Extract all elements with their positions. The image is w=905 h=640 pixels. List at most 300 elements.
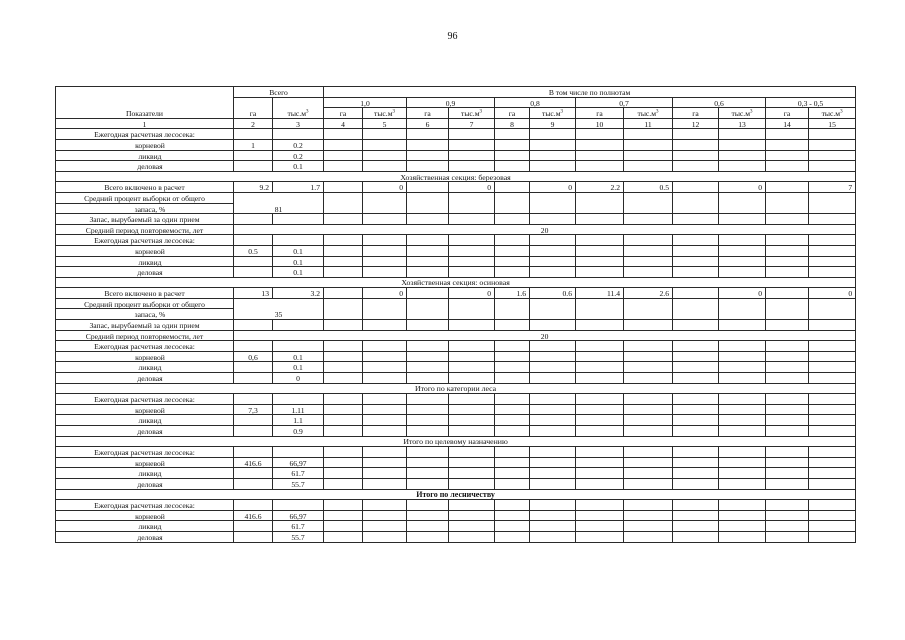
table-cell — [495, 478, 530, 489]
business-row — [56, 478, 856, 489]
avg-pct-row — [56, 298, 856, 309]
table-cell — [719, 256, 766, 267]
table-cell — [624, 373, 673, 384]
table-cell — [809, 341, 856, 352]
row-label: запаса, % — [56, 203, 234, 214]
section-title: Хозяйственная секция: березовая — [56, 171, 856, 182]
table-cell — [624, 161, 673, 172]
section-title-row — [56, 489, 856, 500]
table-cell — [809, 373, 856, 384]
table-cell — [624, 129, 673, 140]
total-m3-header: $тыс.м^3$ — [273, 97, 324, 118]
table-cell — [719, 457, 766, 468]
table-cell — [407, 478, 449, 489]
row-label: ликвид — [56, 256, 234, 267]
table-cell — [673, 404, 719, 415]
table-cell — [766, 478, 809, 489]
table-cell — [324, 415, 363, 426]
density-header: 0,6 — [673, 97, 766, 108]
row-label: Средний период повторяемости, лет — [56, 224, 234, 235]
table-cell — [495, 362, 530, 373]
table-cell — [495, 510, 530, 521]
table-cell — [766, 245, 809, 256]
unit-ha-header: га — [495, 108, 530, 119]
table-cell — [273, 394, 324, 405]
table-cell — [324, 521, 363, 532]
table-cell — [449, 139, 495, 150]
table-cell — [407, 404, 449, 415]
table-cell: 55.7 — [273, 531, 324, 542]
liquid-row — [56, 415, 856, 426]
table-cell — [363, 351, 407, 362]
table-cell — [495, 447, 530, 458]
table-cell — [809, 531, 856, 542]
density-header: 0,8 — [495, 97, 576, 108]
annual-cut-row — [56, 341, 856, 352]
row-label: Запас, вырубаемый за один прием — [56, 214, 234, 225]
table-cell — [673, 373, 719, 384]
table-cell — [624, 192, 673, 213]
table-cell — [576, 521, 624, 532]
table-cell — [766, 521, 809, 532]
table-cell: 13 — [234, 288, 273, 299]
table-cell — [495, 351, 530, 362]
table-cell — [407, 320, 449, 331]
table-cell — [363, 394, 407, 405]
table-cell — [673, 192, 719, 213]
annual-cut-row — [56, 394, 856, 405]
table-cell — [766, 426, 809, 437]
root-row — [56, 457, 856, 468]
table-cell — [363, 341, 407, 352]
table-cell — [363, 245, 407, 256]
table-cell: 1.6 — [495, 288, 530, 299]
table-cell — [719, 531, 766, 542]
table-cell — [766, 468, 809, 479]
table-cell — [495, 404, 530, 415]
business-row — [56, 373, 856, 384]
table-cell — [766, 235, 809, 246]
table-cell — [624, 447, 673, 458]
table-cell — [449, 415, 495, 426]
table-cell — [576, 373, 624, 384]
table-cell — [324, 288, 363, 299]
column-number: 9 — [530, 118, 576, 129]
row-label: ликвид — [56, 468, 234, 479]
table-cell — [766, 288, 809, 299]
row-label: деловая — [56, 478, 234, 489]
row-label: запаса, % — [56, 309, 234, 320]
table-cell — [449, 298, 495, 319]
table-cell — [407, 447, 449, 458]
table-cell — [576, 468, 624, 479]
table-cell — [234, 415, 273, 426]
column-number: 10 — [576, 118, 624, 129]
table-cell — [234, 394, 273, 405]
column-number: 1 — [56, 118, 234, 129]
table-cell — [809, 235, 856, 246]
table-cell — [766, 256, 809, 267]
table-cell — [624, 214, 673, 225]
table-cell — [576, 150, 624, 161]
table-cell — [530, 447, 576, 458]
table-cell: 7,3 — [234, 404, 273, 415]
table-cell — [624, 404, 673, 415]
table-cell — [363, 362, 407, 373]
table-cell: 0.1 — [273, 351, 324, 362]
table-cell — [407, 373, 449, 384]
table-cell — [324, 373, 363, 384]
table-cell — [809, 426, 856, 437]
table-cell — [495, 394, 530, 405]
table-cell — [719, 192, 766, 213]
table-cell — [673, 415, 719, 426]
table-cell — [719, 394, 766, 405]
table-cell — [719, 351, 766, 362]
table-cell — [530, 192, 576, 213]
table-cell — [495, 214, 530, 225]
table-cell: 0.9 — [273, 426, 324, 437]
table-cell — [449, 256, 495, 267]
density-header: 0,9 — [407, 97, 495, 108]
business-row — [56, 161, 856, 172]
table-cell: 1 — [234, 139, 273, 150]
table-cell — [363, 373, 407, 384]
row-label: деловая — [56, 267, 234, 278]
table-cell — [673, 235, 719, 246]
row-label: корневой — [56, 245, 234, 256]
table-cell — [324, 192, 363, 213]
table-cell: 0 — [719, 288, 766, 299]
table-cell — [673, 468, 719, 479]
table-cell — [576, 214, 624, 225]
table-cell — [673, 139, 719, 150]
annual-cut-row — [56, 447, 856, 458]
table-cell — [530, 256, 576, 267]
table-cell — [324, 394, 363, 405]
table-cell — [449, 214, 495, 225]
table-cell — [809, 192, 856, 213]
table-cell — [530, 129, 576, 140]
table-cell: 0 — [809, 288, 856, 299]
section-title-row — [56, 383, 856, 394]
row-label: корневой — [56, 404, 234, 415]
section-title: Итого по лесничеству — [56, 489, 856, 500]
table-cell — [234, 129, 273, 140]
table-cell — [809, 415, 856, 426]
liquid-row — [56, 468, 856, 479]
avg-pct-value: 81 — [234, 192, 324, 213]
table-cell — [324, 531, 363, 542]
table-cell — [449, 447, 495, 458]
table-cell: 1.11 — [273, 404, 324, 415]
row-label: Запас, вырубаемый за один прием — [56, 320, 234, 331]
table-cell — [624, 150, 673, 161]
table-cell: 416.6 — [234, 510, 273, 521]
table-cell — [766, 298, 809, 319]
unit-m3-header: $тыс.м^3$ — [363, 108, 407, 119]
table-cell — [766, 351, 809, 362]
table-cell: 1.1 — [273, 415, 324, 426]
table-cell: 61.7 — [273, 521, 324, 532]
table-cell — [449, 478, 495, 489]
table-cell — [273, 235, 324, 246]
table-cell — [324, 235, 363, 246]
table-cell — [449, 192, 495, 213]
table-cell — [530, 500, 576, 511]
table-cell — [407, 394, 449, 405]
table-cell: 0.2 — [273, 150, 324, 161]
unit-ha-header: га — [673, 108, 719, 119]
table-cell — [234, 362, 273, 373]
table-cell — [407, 341, 449, 352]
table-cell — [234, 447, 273, 458]
table-cell — [673, 129, 719, 140]
table-cell — [407, 245, 449, 256]
table-cell — [363, 468, 407, 479]
table-cell — [719, 245, 766, 256]
table-cell — [576, 510, 624, 521]
root-row — [56, 139, 856, 150]
column-number: 15 — [809, 118, 856, 129]
table-cell — [809, 478, 856, 489]
row-label: корневой — [56, 351, 234, 362]
table-cell: 0.1 — [273, 245, 324, 256]
table-cell — [449, 351, 495, 362]
table-cell — [234, 500, 273, 511]
table-cell — [495, 182, 530, 193]
report-table — [55, 86, 856, 543]
table-cell — [673, 447, 719, 458]
table-cell — [673, 161, 719, 172]
table-cell — [407, 521, 449, 532]
table-cell — [530, 415, 576, 426]
table-cell — [407, 129, 449, 140]
table-cell — [407, 139, 449, 150]
row-label: ликвид — [56, 150, 234, 161]
table-cell — [234, 373, 273, 384]
table-cell — [234, 426, 273, 437]
column-number: 2 — [234, 118, 273, 129]
table-cell — [530, 531, 576, 542]
root-row — [56, 245, 856, 256]
table-cell — [530, 298, 576, 319]
table-cell: 2.2 — [576, 182, 624, 193]
table-cell — [234, 341, 273, 352]
table-cell — [530, 150, 576, 161]
table-cell — [809, 447, 856, 458]
table-cell — [624, 298, 673, 319]
table-cell — [673, 478, 719, 489]
table-cell — [576, 457, 624, 468]
table-cell: 66,97 — [273, 510, 324, 521]
table-cell — [624, 235, 673, 246]
table-cell: 2.6 — [624, 288, 673, 299]
table-cell — [273, 447, 324, 458]
table-cell — [363, 500, 407, 511]
table-cell: 0 — [273, 373, 324, 384]
row-label: деловая — [56, 426, 234, 437]
table-cell — [576, 256, 624, 267]
table-cell — [449, 245, 495, 256]
table-cell — [719, 415, 766, 426]
table-cell — [449, 468, 495, 479]
table-cell — [449, 521, 495, 532]
table-cell — [363, 298, 407, 319]
table-cell — [449, 362, 495, 373]
annual-cut-row — [56, 129, 856, 140]
table-cell — [407, 235, 449, 246]
table-cell — [449, 531, 495, 542]
column-number: 8 — [495, 118, 530, 129]
table-cell — [449, 500, 495, 511]
table-cell — [809, 267, 856, 278]
table-cell — [719, 468, 766, 479]
table-cell: 0,6 — [234, 351, 273, 362]
table-cell — [495, 341, 530, 352]
table-cell — [719, 447, 766, 458]
table-cell — [766, 415, 809, 426]
table-cell — [809, 521, 856, 532]
table-cell — [766, 161, 809, 172]
table-cell — [363, 192, 407, 213]
table-cell — [363, 457, 407, 468]
table-cell — [449, 394, 495, 405]
table-cell — [809, 457, 856, 468]
table-cell — [719, 362, 766, 373]
row-label: Всего включено в расчет — [56, 182, 234, 193]
table-cell — [495, 521, 530, 532]
table-cell — [530, 362, 576, 373]
table-cell — [530, 521, 576, 532]
table-cell — [719, 298, 766, 319]
table-cell — [495, 500, 530, 511]
column-number: 12 — [673, 118, 719, 129]
table-cell — [449, 235, 495, 246]
table-cell — [324, 256, 363, 267]
table-cell — [624, 468, 673, 479]
table-cell — [809, 256, 856, 267]
table-cell — [363, 235, 407, 246]
row-label: Всего включено в расчет — [56, 288, 234, 299]
table-cell — [495, 457, 530, 468]
table-cell — [273, 214, 324, 225]
table-cell — [624, 510, 673, 521]
table-cell — [495, 161, 530, 172]
table-cell — [673, 245, 719, 256]
table-cell — [407, 214, 449, 225]
avg-period-row — [56, 224, 856, 235]
table-cell — [719, 267, 766, 278]
table-cell — [495, 298, 530, 319]
table-cell — [576, 426, 624, 437]
table-cell — [495, 256, 530, 267]
row-label: деловая — [56, 161, 234, 172]
table-cell — [324, 150, 363, 161]
table-cell: 0 — [719, 182, 766, 193]
table-cell — [407, 351, 449, 362]
annual-cut-row — [56, 235, 856, 246]
table-cell — [719, 129, 766, 140]
root-row — [56, 351, 856, 362]
table-cell — [495, 192, 530, 213]
unit-m3-header: $тыс.м^3$ — [719, 108, 766, 119]
table-cell: 0 — [363, 182, 407, 193]
section-title-row — [56, 436, 856, 447]
table-cell — [766, 267, 809, 278]
business-row — [56, 426, 856, 437]
table-cell — [234, 521, 273, 532]
table-cell — [673, 426, 719, 437]
table-cell — [324, 341, 363, 352]
table-cell — [449, 341, 495, 352]
table-cell — [324, 510, 363, 521]
table-cell — [363, 478, 407, 489]
table-cell — [576, 394, 624, 405]
table-cell — [495, 235, 530, 246]
root-row — [56, 510, 856, 521]
table-cell — [495, 320, 530, 331]
stock-cut-row — [56, 320, 856, 331]
table-cell — [766, 500, 809, 511]
table-cell — [530, 320, 576, 331]
table-cell — [624, 362, 673, 373]
stock-cut-row — [56, 214, 856, 225]
table-cell — [576, 478, 624, 489]
table-cell — [234, 256, 273, 267]
table-cell — [234, 320, 273, 331]
table-cell — [530, 457, 576, 468]
row-label: Ежегодная расчетная лесосека: — [56, 129, 234, 140]
table-cell — [363, 426, 407, 437]
in-total-header: В том числе по полнотам — [324, 87, 856, 98]
table-cell — [673, 256, 719, 267]
table-cell — [324, 320, 363, 331]
table-cell — [530, 426, 576, 437]
table-cell — [766, 373, 809, 384]
table-cell: 3.2 — [273, 288, 324, 299]
table-cell — [363, 161, 407, 172]
table-cell — [407, 500, 449, 511]
table-cell — [449, 426, 495, 437]
table-cell — [673, 351, 719, 362]
table-cell: 416.6 — [234, 457, 273, 468]
liquid-row — [56, 256, 856, 267]
table-cell: 0 — [530, 182, 576, 193]
table-cell — [530, 161, 576, 172]
table-cell — [624, 531, 673, 542]
header-row-1 — [56, 87, 856, 98]
table-cell — [576, 415, 624, 426]
table-cell — [809, 351, 856, 362]
density-header: 1,0 — [324, 97, 407, 108]
row-label: деловая — [56, 531, 234, 542]
table-cell — [530, 394, 576, 405]
table-cell — [624, 320, 673, 331]
table-cell — [719, 235, 766, 246]
business-row — [56, 531, 856, 542]
unit-m3-header: $тыс.м^3$ — [530, 108, 576, 119]
table-cell: 66,97 — [273, 457, 324, 468]
table-cell — [719, 500, 766, 511]
column-number: 14 — [766, 118, 809, 129]
table-cell — [495, 267, 530, 278]
liquid-row — [56, 362, 856, 373]
avg-period-value: 20 — [234, 330, 856, 341]
table-cell — [673, 320, 719, 331]
table-cell — [530, 235, 576, 246]
table-cell — [407, 457, 449, 468]
